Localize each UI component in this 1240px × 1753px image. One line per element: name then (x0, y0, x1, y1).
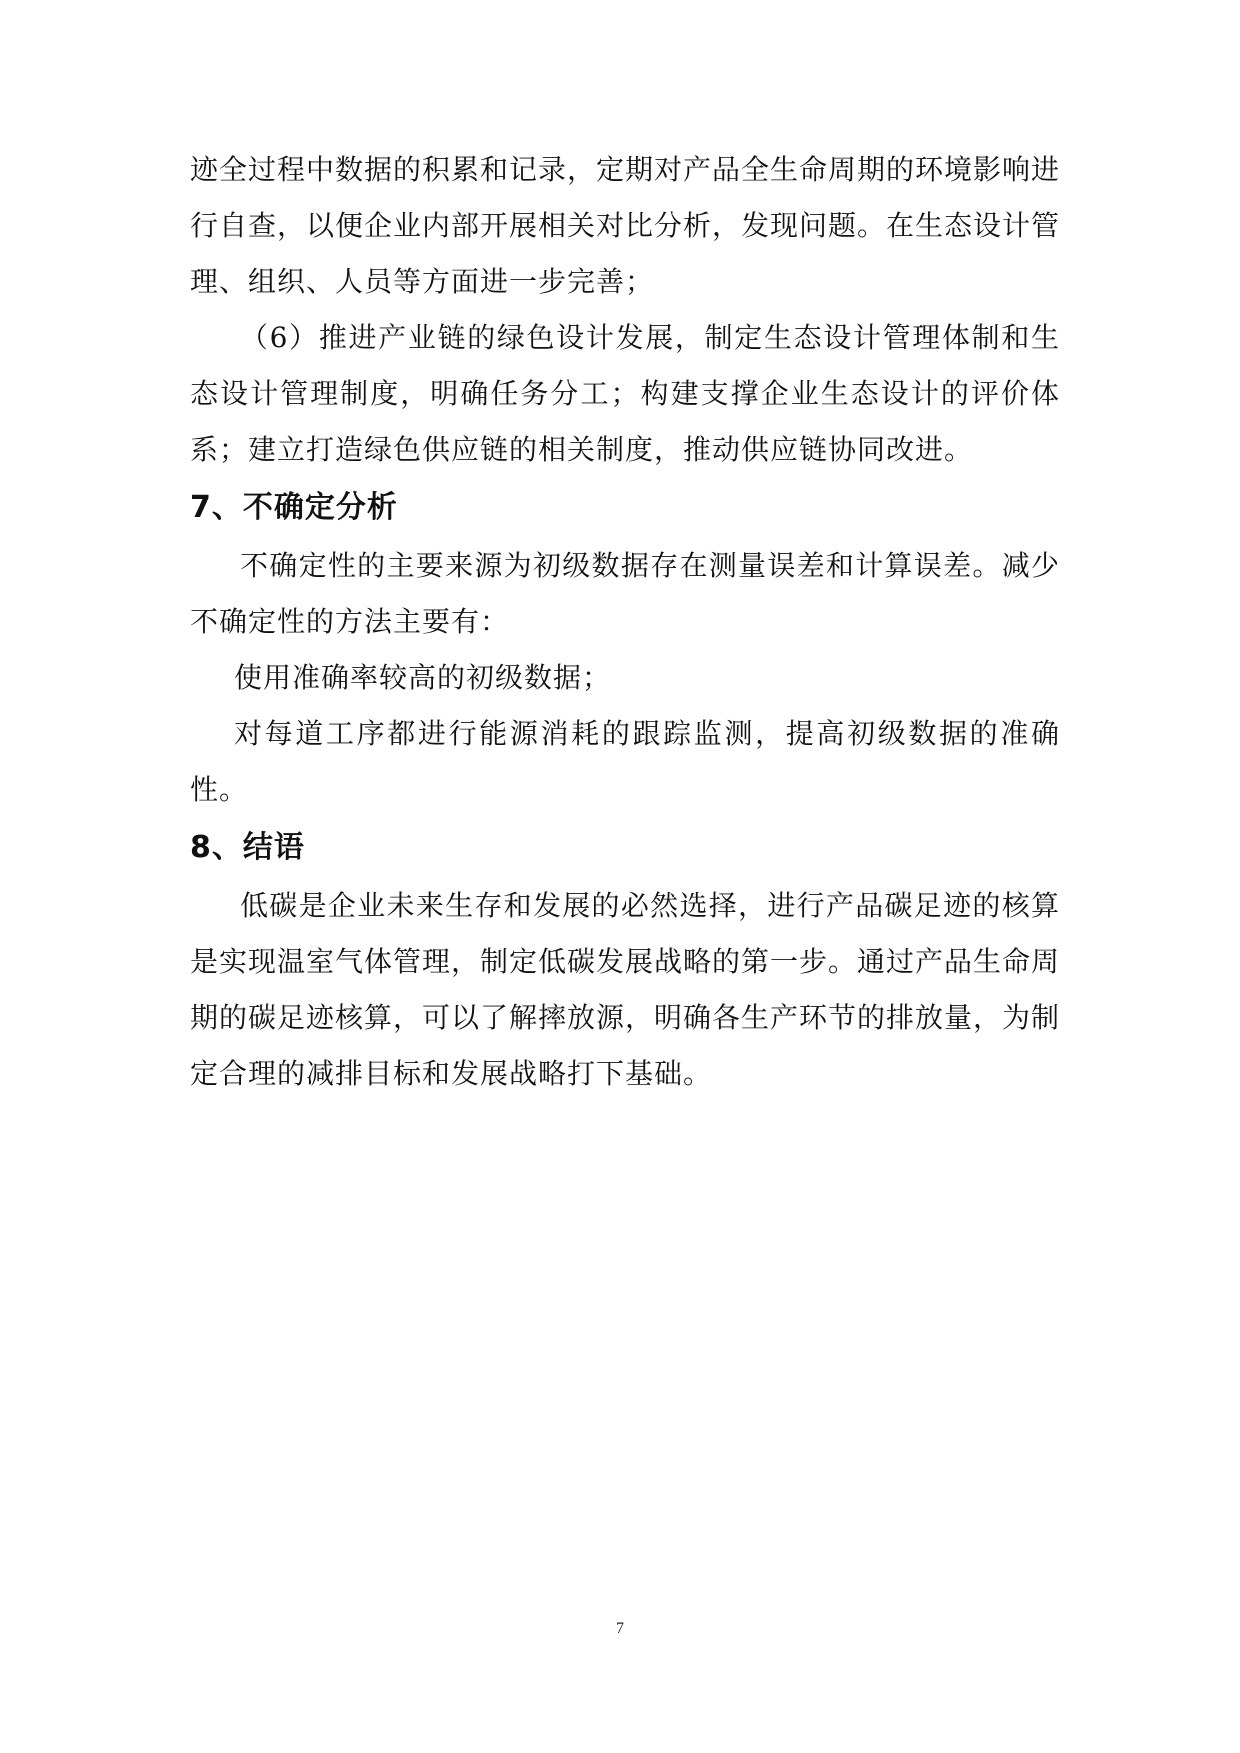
conclusion-paragraph: 低碳是企业未来生存和发展的必然选择，进行产品碳足迹的核算是实现温室气体管理，制定低碳发展战略的第一步。通过产品生命周期的碳足迹核算，可以了解摔放源，明确各生产环节的排放量，为制定合理的减排目标和发展战略打下基础。 (190, 889, 1061, 1090)
continued-paragraph: 迹全过程中数据的积累和记录，定期对产品全生命周期的环境影响进行自查，以便企业内部开展相关对比分析，发现问题。在生态设计管理、组织、人员等方面进一步完善； (190, 153, 1061, 298)
uncertainty-intro-paragraph: 不确定性的主要来源为初级数据存在测量误差和计算误差。减少不确定性的方法主要有： (190, 549, 1060, 638)
section-7-heading: 7、不确定分析 (190, 490, 398, 525)
uncertainty-method-2: 对每道工序都进行能源消耗的跟踪监测，提高初级数据的准确性。 (190, 717, 1060, 806)
page-number: 7 (616, 1620, 624, 1637)
uncertainty-method-1: 使用准确率较高的初级数据； (234, 661, 612, 694)
section-8-heading: 8、结语 (190, 830, 305, 865)
measure-6-paragraph: （6）推进产业链的绿色设计发展，制定生态设计管理体制和生态设计管理制度，明确任务分工；构建支撑企业生态设计的评价体系；建立打造绿色供应链的相关制度，推动供应链协同改进。 (190, 321, 1060, 466)
page-content (190, 142, 1060, 1102)
